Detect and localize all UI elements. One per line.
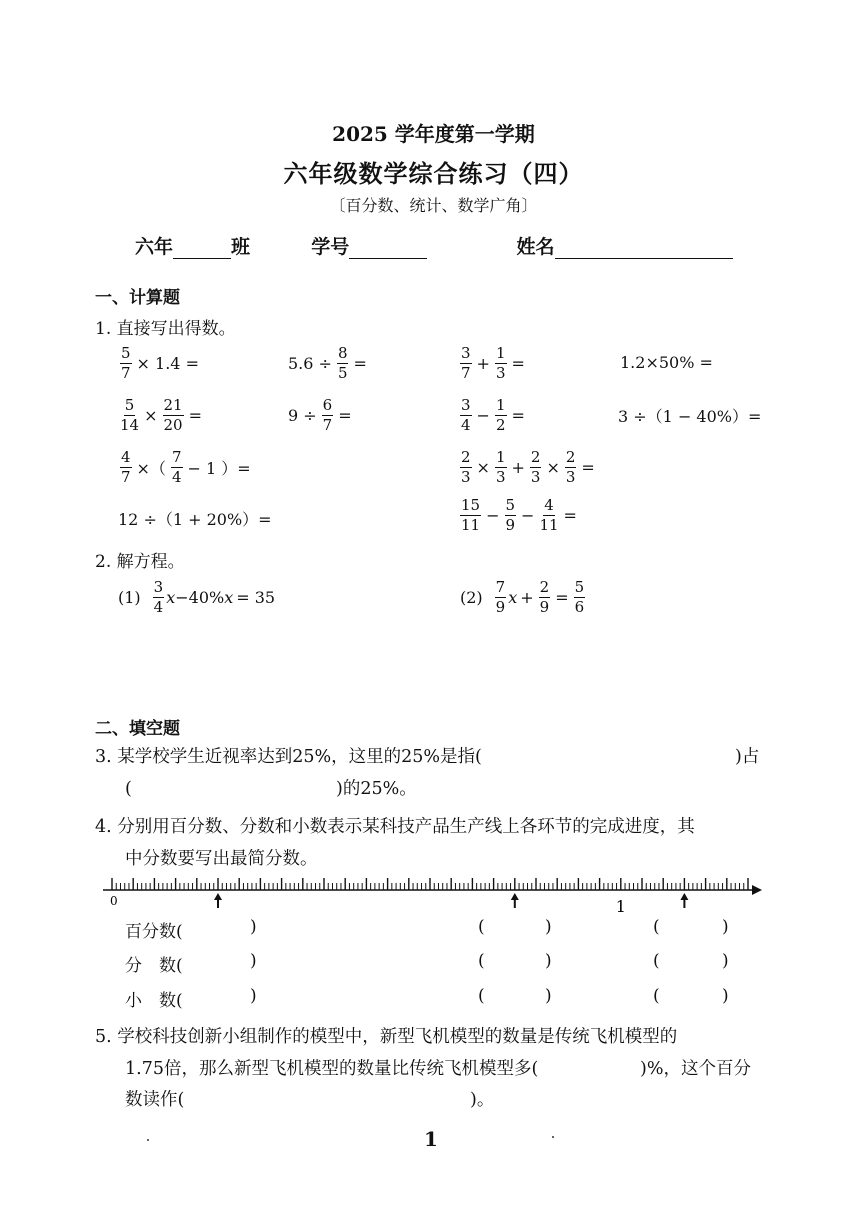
answer-close: ) [250,951,257,971]
question-5-line2b: )%，这个百分 [640,1059,751,1079]
calc-item-a3: $\frac{3}{7}$ + $\frac{1}{3}$ = [461,344,525,382]
calc-item-d1: 12 ÷（1 + 20%）= [118,510,272,529]
section-heading-fill: 二、填空题 [95,719,180,739]
question-1-prompt: 1. 直接写出得数。 [95,319,236,339]
calc-item-b1: $\frac{5}{14}$ × $\frac{21}{20}$ = [120,396,202,434]
fraction: $\frac{15}{11}$ [461,496,481,534]
page-number: 1 [424,1127,438,1151]
fraction: $\frac{7}{9}$ [495,578,506,616]
answer-close: ) [250,986,257,1006]
fraction: $\frac{2}{3}$ [530,448,541,486]
answer-open: ( [653,986,660,1006]
row-label: 小 数( [125,991,183,1011]
progress-arrow-marker [511,893,519,908]
calc-item-c1: $\frac{4}{7}$ ×（ $\frac{7}{4}$ − 1 ）= [121,448,251,486]
answer-open: ( [653,951,660,971]
fraction: $\frac{5}{14}$ [120,396,140,434]
class-label: 班 [231,236,251,258]
calc-item-d3: $\frac{15}{11}$ − $\frac{5}{9}$ − $\frac{4}{11}$ = [461,496,577,534]
question-4-line1: 4. 分别用百分数、分数和小数表示某科技产品生产线上各环节的完成进度，其 [95,817,695,837]
question-3-line1: 3. 某学校学生近视率达到25%，这里的25%是指( [95,747,482,767]
answer-close: ) [545,986,552,1006]
axis-arrowhead [752,885,762,895]
student-no-label: 学号 [311,236,350,258]
fraction: $\frac{3}{4}$ [461,396,471,434]
grade-label: 六年 [135,236,174,258]
fraction: $\frac{7}{4}$ [171,448,182,486]
progress-arrow-marker [680,893,688,908]
fraction: $\frac{21}{20}$ [163,396,183,434]
row-label: 分 数( [125,956,183,976]
scan-speck [147,1139,149,1141]
topic-subtitle: 〔百分数、统计、数学广角〕 [329,196,538,215]
answer-open: ( [478,986,485,1006]
fraction: $\frac{3}{4}$ [153,578,164,616]
fraction: $\frac{1}{3}$ [495,448,506,486]
answer-close: ) [545,951,552,971]
answer-close: ) [722,917,729,937]
fraction: $\frac{3}{7}$ [461,344,471,382]
question-3-line2: )的25%。 [336,779,417,799]
equation-2: (2) $\frac{7}{9}$ x + $\frac{2}{9}$ = $\frac{5}{6}$ [460,578,585,616]
class-field[interactable] [173,236,231,259]
fraction: $\frac{8}{5}$ [337,344,348,382]
question-5-line3b: )。 [470,1090,495,1110]
fraction: $\frac{5}{6}$ [574,578,585,616]
answer-close: ) [250,917,257,937]
name-label: 姓名 [516,236,555,258]
fraction: $\frac{5}{9}$ [505,496,516,534]
calc-item-a2: 5.6 ÷ $\frac{8}{5}$ = [288,344,367,382]
row-label: 百分数( [125,922,183,942]
answer-open: ( [478,917,485,937]
number-line-ticks [103,878,762,908]
page-title: 六年级数学综合练习（四） [283,159,584,188]
calc-item-a4: 1.2×50% = [620,353,713,372]
calc-item-b3: $\frac{3}{4}$ − $\frac{1}{2}$ = [461,396,525,434]
fraction: $\frac{2}{3}$ [565,448,576,486]
axis-label-zero: 0 [110,894,118,908]
fraction: $\frac{5}{7}$ [121,344,131,382]
answer-close: ) [722,986,729,1006]
question-5-line1: 5. 学校科技创新小组制作的模型中，新型飞机模型的数量是传统飞机模型的 [95,1027,678,1047]
equation-label: (1) [118,588,141,607]
question-5-line2a: 1.75倍，那么新型飞机模型的数量比传统飞机模型多( [125,1059,539,1079]
fraction: $\frac{6}{7}$ [322,396,333,434]
student-no-field[interactable] [349,236,427,259]
answer-close: ) [545,917,552,937]
fraction: $\frac{4}{7}$ [121,448,131,486]
equation-label: (2) [460,588,483,607]
question-5-line3a: 数读作( [125,1090,185,1110]
question-4-line2: 中分数要写出最简分数。 [125,849,318,869]
section-heading-calc: 一、计算题 [95,288,180,308]
fraction: $\frac{2}{3}$ [461,448,471,486]
question-2-prompt: 2. 解方程。 [95,552,185,572]
fraction: $\frac{1}{3}$ [495,344,506,382]
calc-item-b4: 3 ÷（1 − 40%）= [618,407,762,426]
progress-arrow-marker [214,893,222,908]
number-line [0,868,867,920]
axis-label-one: 1 [615,897,626,916]
name-field[interactable] [555,236,733,259]
answer-open: ( [478,951,485,971]
scan-speck [552,1136,554,1138]
calc-item-a1: $\frac{5}{7}$ × 1.4 = [121,344,199,382]
fraction: $\frac{1}{2}$ [495,396,506,434]
equation-1: (1) $\frac{3}{4}$ x −40% x = 35 [118,578,276,616]
student-info-line [135,232,733,259]
question-3-blank-close: )占 [735,747,760,767]
question-3-open: ( [125,779,132,799]
fraction: $\frac{2}{9}$ [539,578,550,616]
fraction: $\frac{4}{11}$ [539,496,559,534]
calc-item-c3: $\frac{2}{3}$ × $\frac{1}{3}$ + $\frac{2}{3}$ × $\frac{2}{3}$ = [461,448,595,486]
calc-item-b2: 9 ÷ $\frac{6}{7}$ = [288,396,352,434]
answer-close: ) [722,951,729,971]
answer-open: ( [653,917,660,937]
term-heading: 2025 学年度第一学期 [332,122,535,146]
